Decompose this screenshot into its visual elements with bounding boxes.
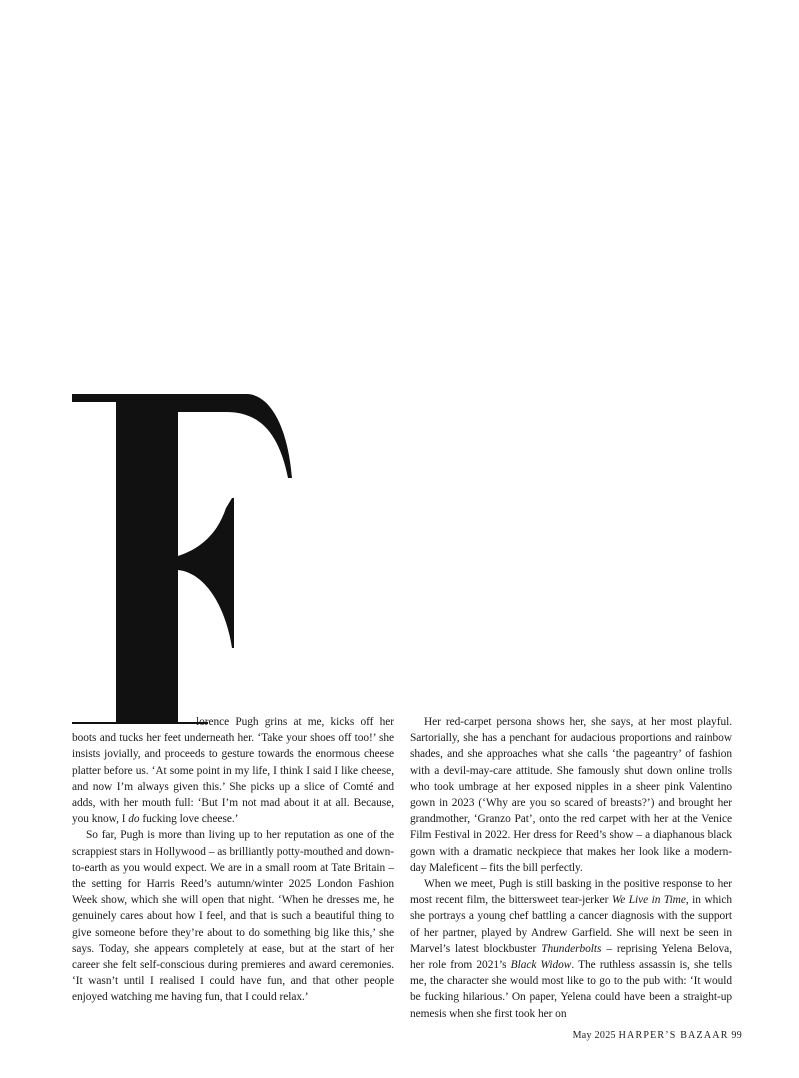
page-folio — [573, 1030, 742, 1041]
body-paragraph: When we meet, Pugh is still basking in the positive response to her most recent film, the bittersweet tear-jerker We Live in Time, in which she portrays a young chef battling a cancer diagnosis with the support of her partner, played by Andrew Garfield. She will next be seen in Marvel’s latest blockbuster Thunderbolts – reprising Yelena Belova, her role from 2021’s Black Widow. The ruthless assassin is, she tells me, the character she would most like to go to the pub with: ‘It would be fucking hilarious.’ On paper, Yelena could have been a straight-up nemesis when she first took her on — [410, 878, 733, 1020]
issue-date: May 2025 — [572, 1030, 616, 1041]
article-column-left — [72, 714, 394, 1006]
film-title: Black Widow — [510, 959, 572, 972]
body-paragraph: So far, Pugh is more than living up to her reputation as one of the scrappiest stars in Hollywood – as brilliantly potty-mouthed and down-to-earth as you would expect. We are in a small room at Tate Britain – the setting for Harris Reed’s autumn/winter 2025 London Fashion Week show, which she will open that night. ‘When he dresses me, he genuinely cares about how I feel, and that is such a beautiful thing to give someone before they’re about to do something big like this,’ she says. Today, she appears completely at ease, but at the start of her career she felt self-conscious during premieres and award ceremonies. ‘It wasn’t until I realised I could have fun, and that other people enjoyed watching me having fun, that I could relax.’ — [72, 829, 394, 1004]
body-paragraph: Her red-carpet persona shows her, she says, at her most playful. Sartorially, she has a penchant for audacious proportions and rainbow shades, and she approaches what she calls ‘the pageantry’ of fashion with a devil-may-care attitude. She famously shut down online trolls who took umbrage at her exposed nipples in a sheer pink Valentino gown in 2023 (‘Why are you so scared of breasts?’) and brought her grandmother, ‘Granzo Pat’, onto the red carpet with her at the Venice Film Festival in 2022. Her dress for Reed’s show – a diaphanous black gown with a dramatic neckpiece that makes her look like a modern-day Maleficent – fits the bill perfectly. — [410, 716, 732, 874]
film-title: We Live in Time — [611, 894, 686, 907]
magazine-name: HARPER’S BAZAAR — [618, 1030, 729, 1041]
opening-paragraph-lead: lorence Pugh grins at me, kicks off her boots and tucks her feet underneath her. ‘Take your shoes off too!’ she insists jovially, and proceeds to gesture towards the enormous cheese platter before us. ‘At some point in my life, I think I said I like cheese, and now I’m always given this.’ She picks up a slice of Comté and adds, with her mouth full: ‘But I’m not mad about it at all. Because, you know, I — [72, 716, 394, 826]
drop-cap-stem — [116, 394, 178, 724]
drop-cap-top-arm — [72, 394, 292, 478]
page-number: 99 — [731, 1030, 742, 1041]
drop-cap-letter-f — [66, 388, 406, 732]
drop-cap-middle-arm — [178, 498, 234, 648]
opening-paragraph — [72, 714, 394, 827]
emphasis-do: do — [128, 813, 140, 826]
opening-paragraph-tail: fucking love cheese.’ — [139, 813, 239, 826]
article-column-right — [410, 714, 732, 1022]
film-title: Thunderbolts — [541, 942, 602, 955]
